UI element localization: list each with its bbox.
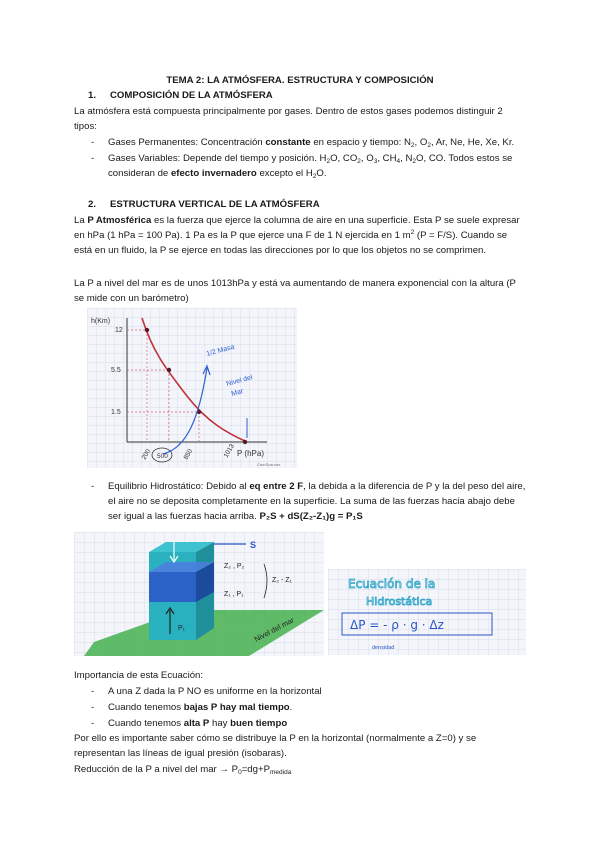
section-1-title: COMPOSICIÓN DE LA ATMÓSFERA [110, 90, 273, 101]
bullet-dash: - [91, 137, 95, 148]
bullet-dash: - [91, 702, 95, 713]
equation-svg [328, 569, 526, 655]
section-2-paragraph-2: La P a nivel del mar es de unos 1013hPa y está va aumentando de manera exponencial con la altura (P se mide con un barómetro) [74, 278, 516, 304]
y-tick-label: 1.5 [111, 409, 121, 416]
z1-label: Z₁ , P₁ [224, 591, 244, 598]
y-tick-label: 5.5 [111, 367, 121, 374]
hydrostatic-box-photo [74, 532, 324, 656]
section-2-heading [88, 197, 540, 212]
list-item [91, 135, 527, 150]
bullet-dash: - [91, 481, 95, 492]
pressure-height-graph [87, 308, 297, 468]
list-item-text: Gases Permanentes: Concentración constante en espacio y tiempo: $N_2$, $O_2$, Ar, Ne, He, Xe, Kr. [108, 137, 515, 149]
air-slab [149, 572, 196, 602]
hydrostatic-equation-photo [328, 569, 526, 655]
section-2-title: ESTRUCTURA VERTICAL DE LA ATMÓSFERA [110, 199, 320, 210]
bullet-dash: - [91, 718, 95, 729]
x-tick-label: 850 [182, 448, 195, 461]
curve-point [145, 328, 149, 332]
equation-title-line1: Ecuación de la [348, 577, 436, 591]
section-2-number: 2. [88, 199, 97, 210]
equation-formula: ΔP = - ρ · g · Δz [350, 618, 444, 632]
section-2-paragraph: La P Atmosférica es la fuerza que ejerce la columna de aire en una superficie. Esta P se suele expresar en hPa (1 hPa = 100 Pa). 1 Pa es la P que ejerce una F de 1 N ejercida en 1 $m^2$ (P = F/S). Cuando se está en un fluido, la P se ejerce en todas las direcciones por lo que los objetos no se comprimen. [74, 215, 520, 256]
list-item-text: Gases Variables: Depende del tiempo y posición. $H_2O$, $CO_2$, $O_3$, $CH_4$, $N_2O$, CO. Todos estos se consideran de efecto invernadero excepto el $H_2O$. [108, 153, 513, 180]
section-1-number: 1. [88, 90, 97, 101]
x-tick-label: 1013 [222, 442, 236, 459]
list-item-text: Cuando tenemos bajas P hay mal tiempo. [108, 702, 293, 713]
box-diagram-svg [74, 532, 324, 656]
y-tick-label: 12 [115, 327, 123, 334]
scanner-caption: CamScanner [257, 462, 281, 467]
p1-label: P₁ [178, 625, 186, 632]
half-mass-label: 1/2 Masa [205, 343, 236, 358]
density-note: densidad [372, 645, 395, 651]
surface-label: S [250, 540, 257, 550]
sea-level-annotation: Mar [230, 388, 245, 398]
graph-svg [87, 308, 297, 468]
bullet-dash: - [91, 153, 95, 164]
sea-level-label: Nivel del mar [252, 615, 296, 644]
importance-heading: Importancia de esta Ecuación: [74, 670, 204, 681]
isobars-paragraph: Por ello es importante saber cómo se distribuye la P en la horizontal (normalmente a Z=0) y se representan las líneas de igual presión (isobaras). [74, 733, 477, 759]
list-item-text: Equilibrio Hidrostático: Debido al eq entre 2 F, la debida a la diferencia de P y la del peso del aire, el aire no se deposita completamente en la superficie. La suma de las fuerzas hacia abajo debe ser igual a las fuerzas hacia arriba. P₂S + dS(Z₂-Z₁)g = P₁S [108, 481, 526, 522]
dz-label: Z₂ - Z₁ [272, 577, 292, 584]
page-title: TEMA 2: LA ATMÓSFERA. ESTRUCTURA Y COMPOSICIÓN [166, 75, 434, 86]
x-tick-label: 200 [140, 448, 153, 461]
x-tick-label: 500 [157, 453, 168, 460]
reduction-line: Reducción de la P a nivel del mar → $P_0=dg+P_{medida}$ [74, 764, 292, 776]
z2-label: Z₂ , P₂ [224, 563, 245, 570]
list-item-text: Cuando tenemos alta P hay buen tiempo [108, 718, 288, 729]
section-1-intro: La atmósfera está compuesta principalmente por gases. Dentro de estos gases podemos distinguir 2 tipos: [74, 106, 503, 132]
list-item [91, 479, 527, 524]
curve-point [167, 368, 171, 372]
section-1-heading [88, 88, 540, 103]
list-item-text: A una Z dada la P NO es uniforme en la horizontal [108, 686, 322, 697]
bullet-dash: - [91, 686, 95, 697]
sea-level-annotation: Nivel del [225, 374, 254, 388]
x-axis-label: P (hPa) [237, 449, 264, 458]
list-item [91, 151, 527, 181]
y-axis-label: h(Km) [91, 318, 111, 325]
curve-point [243, 440, 247, 444]
equation-title-line2: Hidrostática [366, 595, 433, 608]
